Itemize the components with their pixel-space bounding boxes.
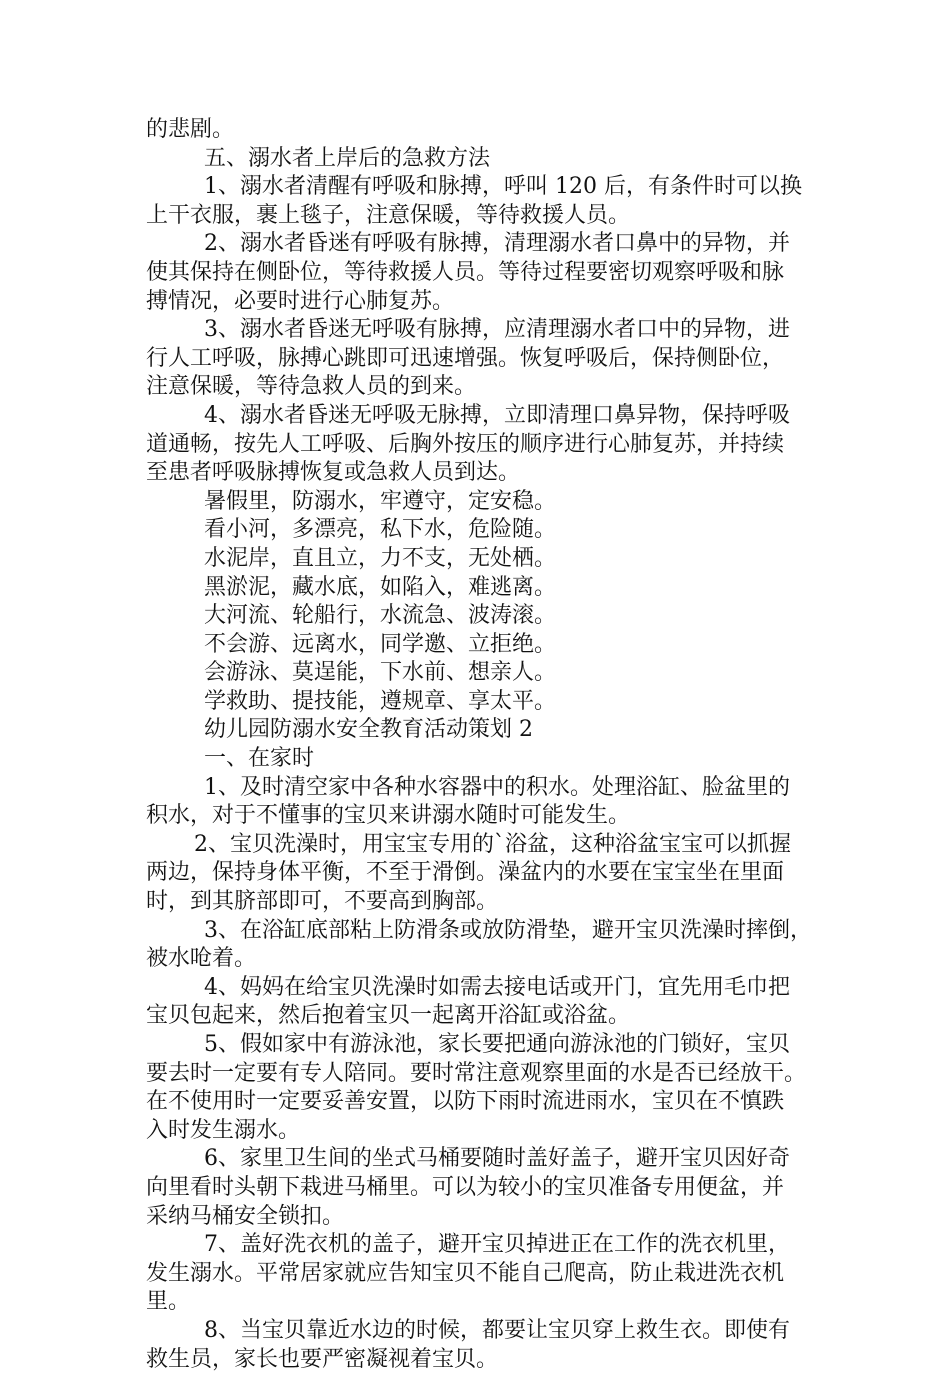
text-line: 注意保暖，等待急救人员的到来。 [146,374,477,400]
text-line: 向里看时头朝下栽进马桶里。可以为较小的宝贝准备专用便盆，并 [146,1174,785,1200]
text-line: 2、宝贝洗澡时，用宝宝专用的`浴盆，这种浴盆宝宝可以抓握 [194,831,791,857]
text-line: 上干衣服，裹上毯子，注意保暖，等待救援人员。 [146,202,631,228]
text-line: 3、溺水者昏迷无呼吸有脉搏，应清理溺水者口中的异物，进 [204,317,790,343]
text-line: 积水，对于不懂事的宝贝来讲溺水随时可能发生。 [146,803,631,829]
text-line: 入时发生溺水。 [146,1117,301,1143]
text-line: 会游泳、莫逞能，下水前、想亲人。 [204,660,557,686]
text-line: 1、溺水者清醒有呼吸和脉搏，呼叫 120 后，有条件时可以换 [204,174,802,200]
text-line: 黑淤泥，藏水底，如陷入，难逃离。 [204,574,557,600]
text-line: 3、在浴缸底部粘上防滑条或放防滑垫，避开宝贝洗澡时摔倒， [204,917,812,943]
text-line: 1、及时清空家中各种水容器中的积水。处理浴缸、脸盆里的 [204,774,790,800]
text-line: 五、溺水者上岸后的急救方法 [204,145,491,171]
document-body [146,116,814,1374]
text-line: 采纳马桶安全锁扣。 [146,1203,345,1229]
text-line: 一、在家时 [204,746,315,772]
text-line: 幼儿园防溺水安全教育活动策划 2 [204,717,533,743]
text-line: 里。 [146,1289,191,1315]
text-line: 救生员，家长也要严密凝视着宝贝。 [146,1346,499,1372]
text-line: 5、假如家中有游泳池，家长要把通向游泳池的门锁好，宝贝 [204,1032,790,1057]
text-line: 大河流、轮船行，水流急、波涛滚。 [204,603,557,629]
text-line: 8、当宝贝靠近水边的时候，都要让宝贝穿上救生衣。即使有 [204,1317,790,1343]
text-line: 在不使用时一定要妥善安置，以防下雨时流进雨水，宝贝在不慎跌 [146,1089,785,1115]
text-line: 学救助、提技能，遵规章、享太平。 [204,688,557,714]
text-line: 水泥岸，直且立，力不支，无处栖。 [204,545,557,571]
text-line: 暑假里，防溺水，牢遵守，定安稳。 [204,488,557,514]
text-line: 发生溺水。平常居家就应告知宝贝不能自己爬高，防止栽进洗衣机 [146,1260,785,1286]
text-line: 时，到其脐部即可，不要高到胸部。 [146,889,499,915]
text-line: 4、溺水者昏迷无呼吸无脉搏，立即清理口鼻异物，保持呼吸 [204,402,790,428]
text-line: 搏情况，必要时进行心肺复苏。 [146,288,455,314]
text-line: 道通畅，按先人工呼吸、后胸外按压的顺序进行心肺复苏，并持续 [146,431,785,457]
text-line: 不会游、远离水，同学邀、立拒绝。 [204,631,557,657]
text-line: 7、盖好洗衣机的盖子，避开宝贝掉进正在工作的洗衣机里， [204,1232,790,1258]
text-line: 的悲剧。 [146,117,235,142]
text-line: 行人工呼吸，脉搏心跳即可迅速增强。恢复呼吸后，保持侧卧位， [146,345,785,371]
text-line: 2、溺水者昏迷有呼吸有脉搏，清理溺水者口鼻中的异物，并 [204,231,790,257]
text-line: 要去时一定要有专人陪同。要时常注意观察里面的水是否已经放干。 [146,1060,807,1086]
text-line: 宝贝包起来，然后抱着宝贝一起离开浴缸或浴盆。 [146,1003,631,1029]
text-line: 6、家里卫生间的坐式马桶要随时盖好盖子，避开宝贝因好奇 [204,1146,790,1172]
text-line: 看小河，多漂亮，私下水，危险随。 [204,517,557,543]
text-line: 使其保持在侧卧位，等待救援人员。等待过程要密切观察呼吸和脉 [146,259,785,285]
text-line: 至患者呼吸脉搏恢复或急救人员到达。 [146,460,521,486]
text-line: 4、妈妈在给宝贝洗澡时如需去接电话或开门，宜先用毛巾把 [204,974,790,1000]
text-line: 被水呛着。 [146,946,257,972]
text-line: 两边，保持身体平衡，不至于滑倒。澡盆内的水要在宝宝坐在里面 [146,860,785,886]
